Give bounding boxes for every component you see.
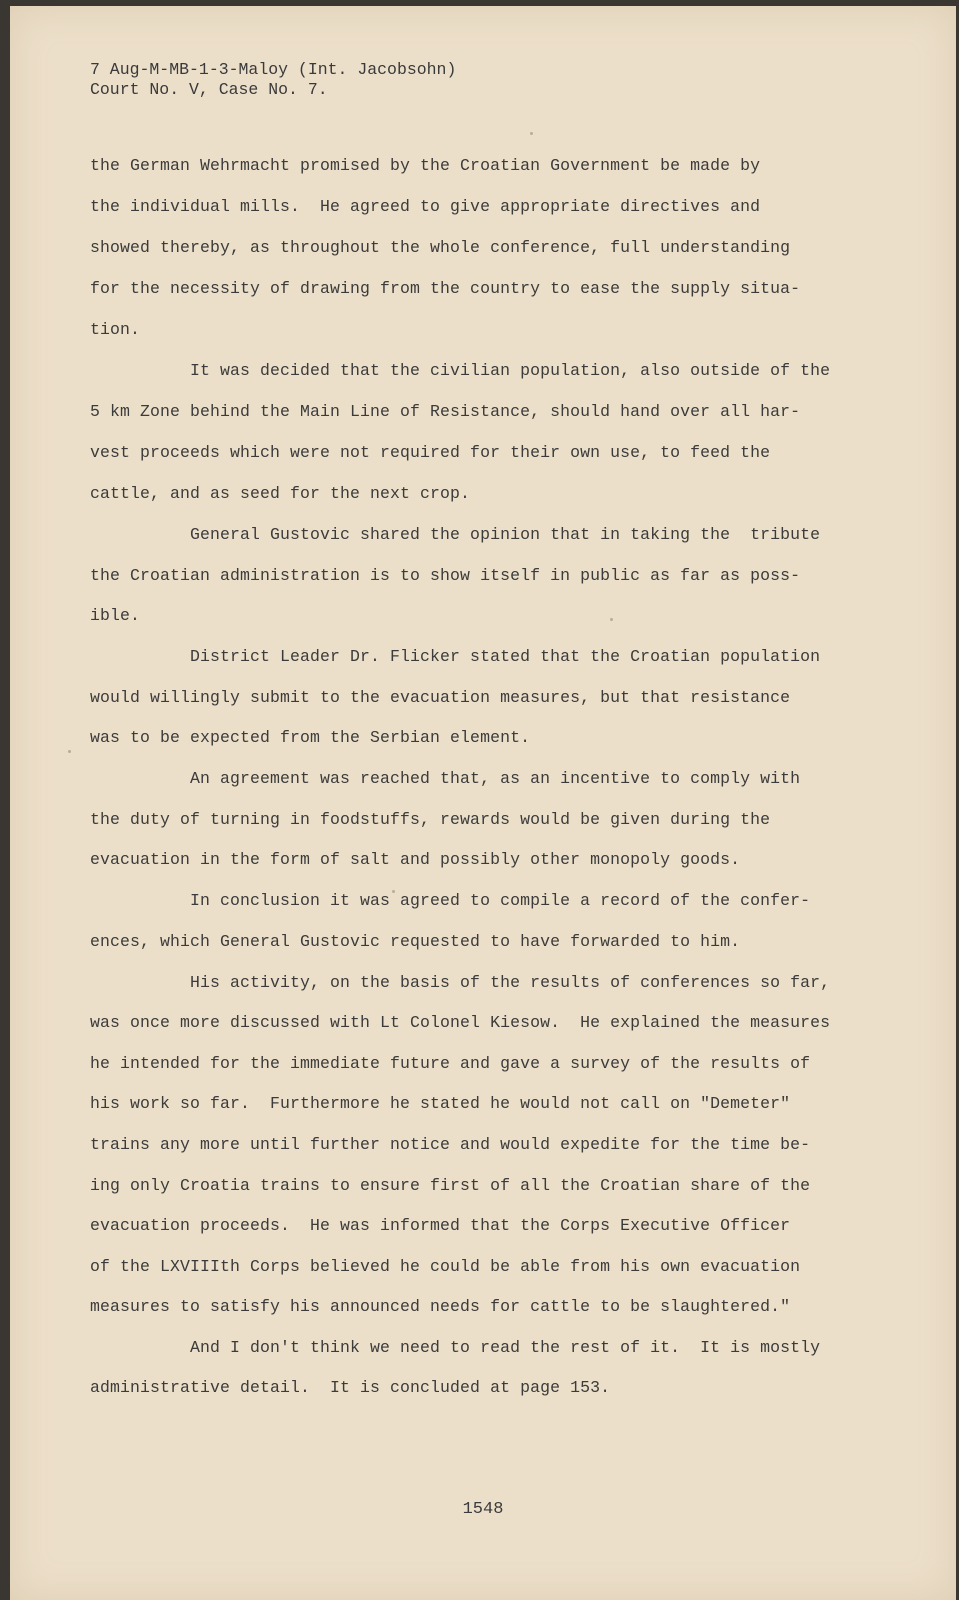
body-line: It was decided that the civilian population, also outside of the	[90, 361, 831, 380]
body-line: cattle, and as seed for the next crop.	[90, 484, 471, 503]
body-line: District Leader Dr. Flicker stated that the Croatian population	[90, 647, 821, 666]
body-line: General Gustovic shared the opinion that in taking the tribute	[90, 525, 821, 544]
body-line: And I don't think we need to read the rest of it. It is mostly	[90, 1338, 821, 1357]
paper-speck	[68, 750, 71, 753]
body-line: vest proceeds which were not required for their own use, to feed the	[90, 443, 771, 462]
body-line: In conclusion it was agreed to compile a record of the confer-	[90, 891, 811, 910]
body-line: measures to satisfy his announced needs for cattle to be slaughtered."	[90, 1297, 791, 1316]
body-line: 5 km Zone behind the Main Line of Resistance, should hand over all har-	[90, 402, 801, 421]
body-line: was once more discussed with Lt Colonel Kiesow. He explained the measures	[90, 1013, 831, 1032]
body-line: he intended for the immediate future and gave a survey of the results of	[90, 1054, 811, 1073]
body-line: evacuation proceeds. He was informed that the Corps Executive Officer	[90, 1216, 791, 1235]
body-line: the individual mills. He agreed to give appropriate directives and	[90, 197, 761, 216]
page-number: 1548	[462, 1500, 504, 1519]
paper-speck	[392, 890, 395, 893]
body-line: the German Wehrmacht promised by the Croatian Government be made by	[90, 156, 761, 175]
paper-speck	[610, 618, 613, 621]
header-line-1: 7 Aug-M-MB-1-3-Maloy (Int. Jacobsohn)	[90, 60, 457, 79]
body-line: ible.	[90, 606, 141, 625]
body-line: trains any more until further notice and would expedite for the time be-	[90, 1135, 811, 1154]
body-line: the duty of turning in foodstuffs, rewards would be given during the	[90, 810, 771, 829]
body-line: ing only Croatia trains to ensure first of all the Croatian share of the	[90, 1176, 811, 1195]
paper-speck	[530, 132, 533, 135]
body-line: An agreement was reached that, as an incentive to comply with	[90, 769, 801, 788]
body-line: tion.	[90, 320, 141, 339]
document-header	[90, 60, 456, 100]
body-line: for the necessity of drawing from the country to ease the supply situa-	[90, 279, 801, 298]
body-line: the Croatian administration is to show itself in public as far as poss-	[90, 566, 801, 585]
body-line: evacuation in the form of salt and possibly other monopoly goods.	[90, 850, 741, 869]
body-line: His activity, on the basis of the results of conferences so far,	[90, 973, 831, 992]
body-line: was to be expected from the Serbian element.	[90, 728, 531, 747]
body-line: of the LXVIIIth Corps believed he could be able from his own evacuation	[90, 1257, 801, 1276]
body-line: would willingly submit to the evacuation measures, but that resistance	[90, 688, 791, 707]
document-page	[10, 6, 956, 1600]
body-line: showed thereby, as throughout the whole conference, full understanding	[90, 238, 791, 257]
body-line: his work so far. Furthermore he stated he would not call on "Demeter"	[90, 1094, 791, 1113]
body-line: ences, which General Gustovic requested to have forwarded to him.	[90, 932, 741, 951]
body-line: administrative detail. It is concluded at page 153.	[90, 1378, 611, 1397]
header-line-2: Court No. V, Case No. 7.	[90, 80, 328, 99]
